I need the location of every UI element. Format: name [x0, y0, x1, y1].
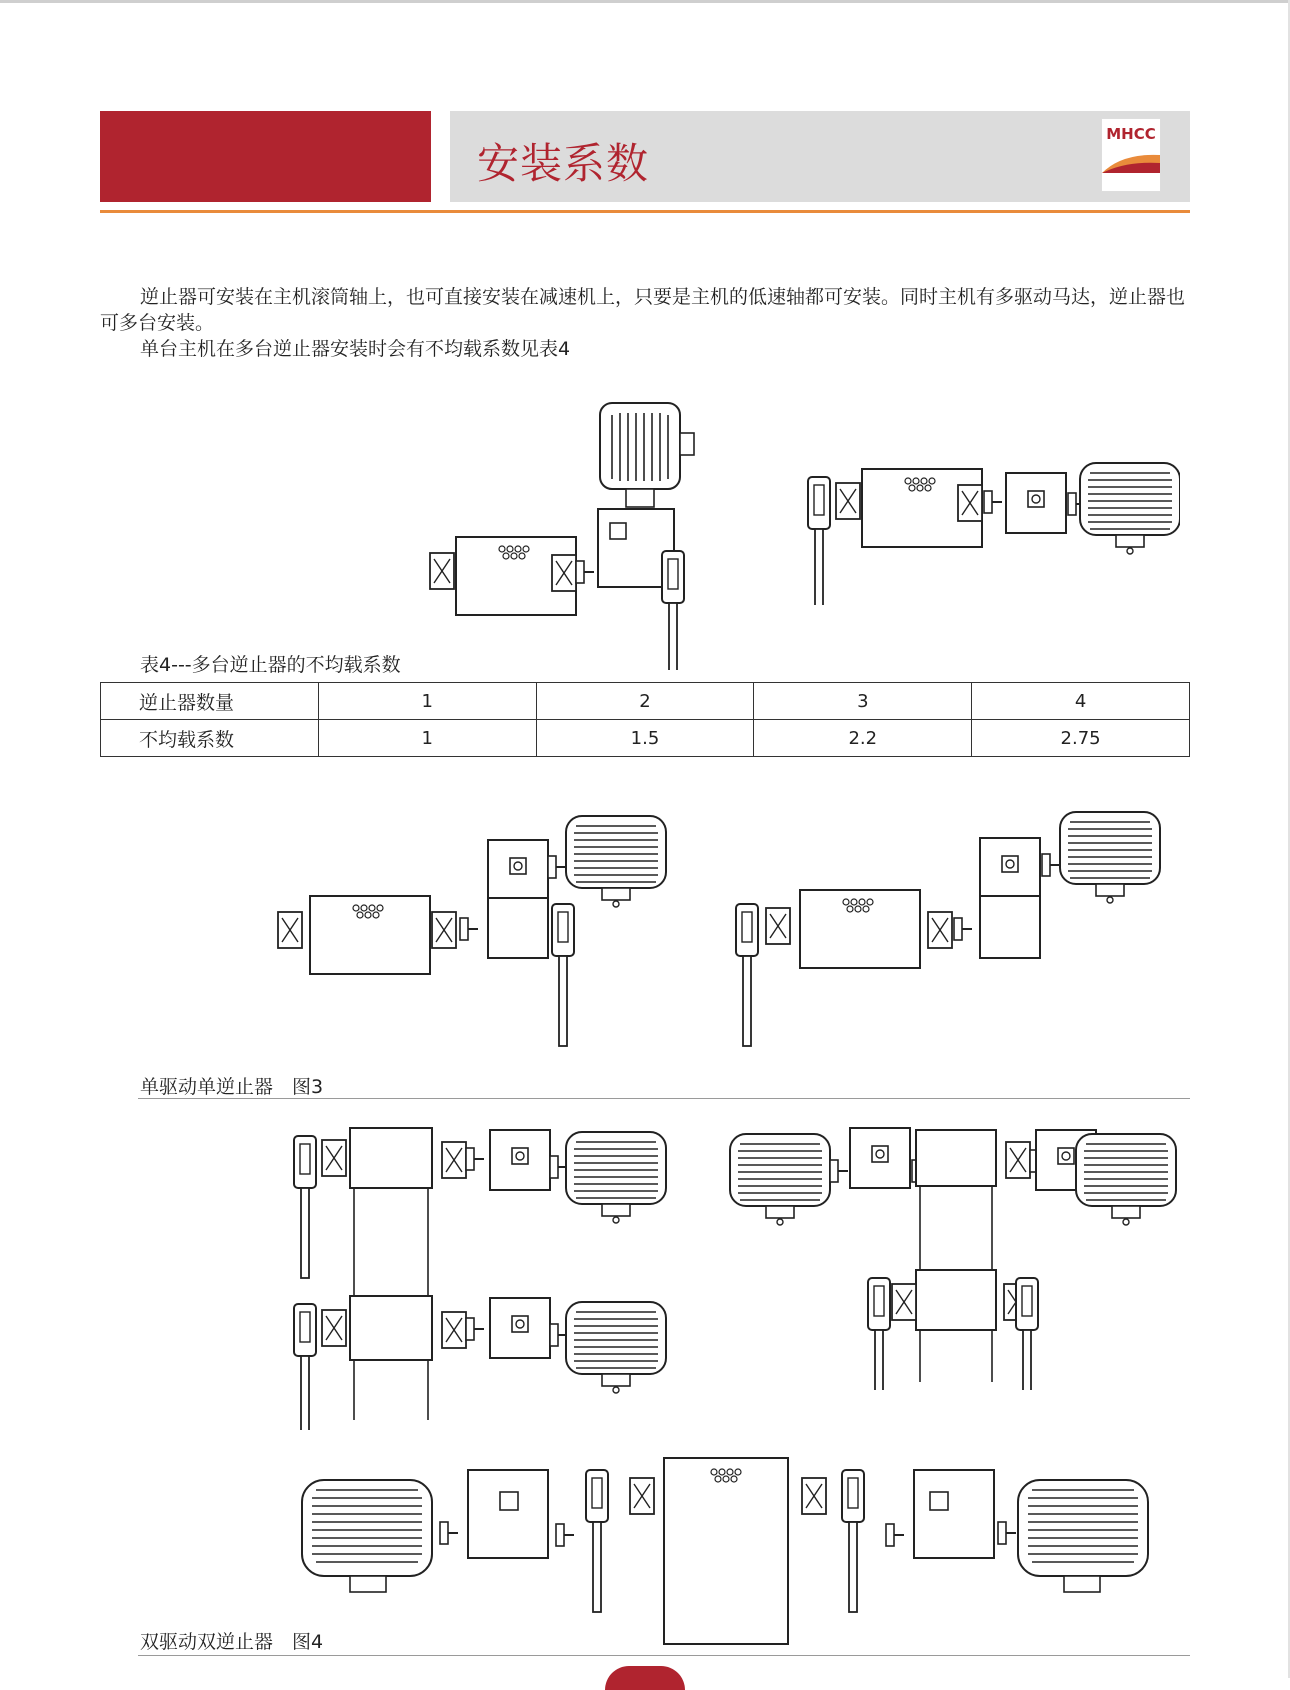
header-red-block	[100, 111, 431, 202]
figure4-caption: 双驱动双逆止器 图4	[140, 1631, 324, 1653]
top-border	[0, 0, 1290, 3]
logo-swoosh-icon	[1102, 149, 1160, 173]
page-title: 安装系数	[477, 139, 650, 188]
logo-text: MHCC	[1106, 125, 1156, 143]
header-rule	[100, 210, 1190, 213]
table-cell: 2.75	[972, 720, 1190, 757]
diagram-fig4-bottom	[300, 1450, 1160, 1650]
figure3-caption: 单驱动单逆止器 图3	[140, 1076, 324, 1098]
diagram-vertical-motor	[420, 395, 700, 670]
diagram-horizontal-single	[800, 455, 1180, 605]
diagram-fig4-right	[726, 1120, 1182, 1390]
table-row	[101, 720, 1190, 757]
brand-logo	[1101, 118, 1161, 192]
diagram-fig3-left	[270, 808, 690, 1053]
intro-paragraph-2: 单台主机在多台逆止器安装时会有不均载系数见表4	[140, 338, 571, 360]
figure3-rule	[138, 1098, 1190, 1099]
diagram-fig3-right	[722, 808, 1182, 1053]
row-header: 逆止器数量	[101, 683, 319, 720]
table-cell: 2	[536, 683, 754, 720]
page-footer-tab	[605, 1666, 685, 1690]
row-header: 不均载系数	[101, 720, 319, 757]
table-caption: 表4---多台逆止器的不均载系数	[140, 654, 401, 676]
intro-paragraph-1: 逆止器可安装在主机滚筒轴上，也可直接安装在减速机上，只要是主机的低速轴都可安装。同时主机有多驱动马达，逆止器也可多台安装。	[100, 286, 1186, 334]
figure4-rule	[138, 1655, 1190, 1656]
table-cell: 1	[318, 683, 536, 720]
table-cell: 4	[972, 683, 1190, 720]
coefficient-table	[100, 682, 1190, 757]
table-cell: 1.5	[536, 720, 754, 757]
table-cell: 3	[754, 683, 972, 720]
table-cell: 2.2	[754, 720, 972, 757]
table-row	[101, 683, 1190, 720]
diagram-fig4-left	[288, 1120, 668, 1430]
table-cell: 1	[318, 720, 536, 757]
